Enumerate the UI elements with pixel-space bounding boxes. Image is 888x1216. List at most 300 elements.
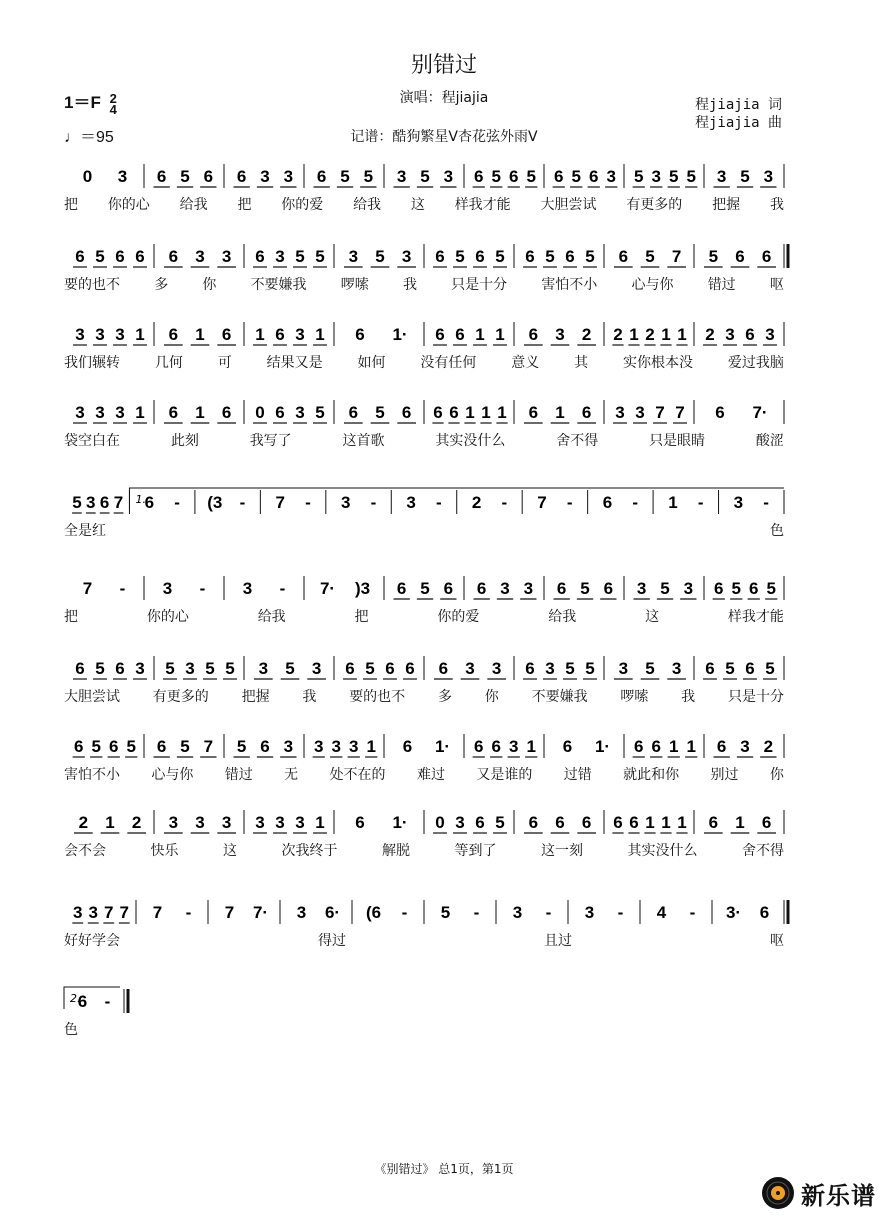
note: 6	[355, 813, 365, 832]
note: 7	[82, 579, 93, 598]
note: 1	[555, 403, 565, 422]
note: 3	[615, 403, 625, 422]
singer-credit: 演唱：程jiajia	[399, 90, 489, 106]
note: 3	[255, 813, 265, 832]
lyric-word: 你	[769, 767, 784, 783]
note: 6	[385, 659, 395, 678]
note: 5	[545, 247, 555, 266]
note-dash: -	[697, 493, 704, 512]
staff-line-9	[0, 806, 888, 886]
note: 6	[203, 167, 214, 186]
lyric-word: 多	[437, 689, 452, 705]
note: 6	[613, 813, 623, 832]
note: 3	[733, 493, 744, 512]
note: 7	[655, 403, 665, 422]
note: 1	[105, 813, 115, 832]
note-dash: -	[436, 493, 442, 512]
lyric-word: 这一刻	[541, 843, 583, 859]
page-footer: 《别错过》 总1页，第1页	[374, 1162, 514, 1176]
lyric-word: 只是眼睛	[649, 433, 706, 449]
note: 3	[296, 903, 307, 922]
staff-line-8	[0, 730, 888, 810]
lyric-word: 错过	[707, 277, 736, 293]
note: 6	[634, 737, 644, 756]
note: 6	[528, 325, 539, 344]
volta-number: 1.	[135, 493, 146, 506]
note: 5	[205, 659, 215, 678]
note: 3	[117, 167, 128, 186]
note: 6	[716, 737, 727, 756]
note: 1	[366, 737, 376, 756]
lyric-word: 过错	[563, 767, 592, 783]
note: 6	[405, 659, 415, 678]
note: 5	[295, 247, 305, 266]
lyric-word: 袋空白在	[64, 433, 120, 449]
note-dash: -	[501, 493, 508, 512]
note: 3	[401, 247, 412, 266]
note: 1·	[392, 325, 408, 344]
tempo-value: ＝95	[80, 129, 114, 146]
note: 3	[584, 903, 595, 922]
lyric-word: 你的心	[107, 197, 150, 213]
note: 5	[585, 659, 595, 678]
lyric-word: 把	[354, 609, 369, 625]
note: 3	[763, 167, 774, 186]
note: 2	[645, 325, 655, 344]
note: 2	[131, 813, 142, 832]
note: 6	[438, 659, 449, 678]
note: 1	[661, 813, 671, 832]
note: 4	[656, 903, 667, 922]
lyric-word: 意义	[511, 355, 540, 371]
note: 3	[606, 167, 616, 186]
lyric-word: 害怕不小	[64, 767, 120, 783]
note: 3	[340, 493, 351, 512]
lyrics-row	[64, 606, 784, 626]
note: 3	[349, 737, 359, 756]
note: 1	[735, 813, 745, 832]
lyric-word: 样我才能	[454, 197, 511, 213]
note: 6	[156, 737, 167, 756]
note: 6	[525, 659, 535, 678]
lyric-word: 如何	[357, 355, 386, 371]
note-dash: -	[279, 579, 286, 598]
note-dash: -	[566, 493, 573, 512]
lyric-word: 爱过我脑	[727, 355, 784, 371]
note: 6	[168, 325, 179, 344]
note: 5	[126, 737, 136, 756]
lyric-word: 把	[237, 197, 252, 213]
lyric-word: 得过	[318, 933, 346, 949]
note: 5	[708, 247, 719, 266]
note-dash: -	[617, 903, 624, 922]
note: 6	[475, 813, 485, 832]
note: 1	[677, 325, 687, 344]
note-dash: -	[119, 579, 126, 598]
note: 6	[75, 247, 85, 266]
composer-credit: 程jiajia 曲	[694, 115, 782, 131]
note: 1	[645, 813, 655, 832]
lyrics-row	[64, 840, 784, 860]
note: 6	[236, 167, 247, 186]
note: 3	[740, 737, 750, 756]
note-dash: -	[185, 903, 192, 922]
note: 6	[156, 167, 167, 186]
lyrics-row	[64, 930, 784, 950]
note: 1	[315, 813, 325, 832]
key-text: 1＝F	[64, 93, 101, 112]
lyric-word: 不要嫌我	[250, 277, 307, 293]
note: 3	[195, 813, 205, 832]
lyric-word: 多	[154, 277, 169, 293]
lyric-word: 有更多的	[626, 197, 683, 213]
note: 1·	[594, 737, 611, 756]
lyric-word: 心与你	[631, 277, 674, 293]
note: 6	[135, 247, 145, 266]
staff-line-1	[0, 160, 888, 240]
note: 5	[285, 659, 295, 678]
note: 5	[315, 247, 325, 266]
note: 1	[315, 325, 325, 344]
lyrics-row	[64, 430, 784, 450]
note: 3	[283, 737, 294, 756]
note: 6	[589, 167, 599, 186]
note: 3	[295, 403, 305, 422]
note-dash: -	[305, 493, 311, 512]
note: 5	[455, 247, 465, 266]
site-logo	[761, 1175, 876, 1211]
lyric-word: 大胆尝试	[540, 197, 597, 213]
note: 0	[82, 167, 93, 186]
note: 5	[725, 659, 735, 678]
note: 6	[144, 493, 155, 512]
staff-line-2	[0, 240, 888, 320]
logo-text: 新乐谱	[801, 1181, 876, 1210]
note: 3	[545, 659, 555, 678]
note: 7	[104, 903, 114, 922]
note: 3	[283, 167, 294, 186]
time-bottom: 4	[109, 101, 117, 117]
lyric-word: 好好学会	[64, 933, 120, 949]
note: 1	[135, 403, 145, 422]
lyric-word: 此刻	[170, 433, 199, 449]
scribe-credit: 记谱：酷狗繁星V杏花弦外雨V	[350, 129, 538, 145]
note: 5	[95, 659, 105, 678]
note: 6	[449, 403, 459, 422]
note: 3	[295, 813, 305, 832]
note: 5	[580, 579, 590, 598]
note: 6	[555, 813, 565, 832]
staff-line-6	[0, 572, 888, 652]
note: 5	[180, 737, 190, 756]
note-dash: -	[473, 903, 480, 922]
note: 3	[331, 737, 341, 756]
note: 3	[221, 813, 232, 832]
lyric-word: 只是十分	[727, 689, 784, 705]
lyric-word: 没有任何	[420, 355, 477, 371]
lyric-word: 这	[645, 609, 660, 625]
lyric-word: 呕	[769, 277, 784, 293]
note: 3	[455, 813, 465, 832]
lyric-word: 次我终于	[281, 843, 338, 859]
note: 6	[275, 325, 285, 344]
note: 6	[715, 403, 725, 422]
note: 3	[636, 579, 647, 598]
note: 1	[195, 325, 205, 344]
lyric-word: 处不在的	[329, 767, 386, 783]
note: 5	[91, 737, 101, 756]
note-dash: -	[689, 903, 696, 922]
note: 3	[75, 403, 85, 422]
note: 6	[629, 813, 639, 832]
lyric-word: 这首歌	[342, 433, 385, 449]
note: 3	[258, 659, 269, 678]
note: 7·	[752, 403, 768, 422]
note: 6	[75, 659, 85, 678]
note: 3	[162, 579, 173, 598]
note: 7	[675, 403, 685, 422]
note: 1	[495, 325, 505, 344]
note: 6	[745, 659, 755, 678]
note-dash: -	[239, 493, 246, 512]
note: 3	[185, 659, 195, 678]
note-dash: -	[199, 579, 206, 598]
note: 6	[581, 813, 592, 832]
page-title: 别错过	[410, 53, 477, 78]
lyric-word: 其	[574, 355, 589, 371]
note: 3	[88, 903, 98, 922]
note: 5	[72, 493, 82, 512]
note-dash: -	[632, 493, 639, 512]
note: 6	[168, 247, 179, 266]
lyric-word: 我	[302, 689, 317, 705]
note: 6	[99, 493, 110, 512]
staff-line-3	[0, 318, 888, 398]
note: 6	[221, 403, 232, 422]
lyric-word: 样我才能	[727, 609, 784, 625]
note: 5	[565, 659, 575, 678]
lyric-word: 给我	[548, 609, 577, 625]
lyric-word: 我	[769, 197, 784, 213]
lyric-word: 色	[64, 1022, 78, 1038]
lyric-word: 给我	[353, 197, 382, 213]
note: 1·	[392, 813, 408, 832]
note: 7	[275, 493, 285, 512]
note: 7·	[319, 579, 336, 598]
note-dash: -	[370, 493, 377, 512]
note: 6	[255, 247, 265, 266]
lyric-word: 无	[284, 767, 299, 783]
lyrics-row	[64, 686, 784, 706]
note: 1	[669, 737, 679, 756]
note: 6	[562, 737, 573, 756]
lyric-word: 把	[64, 197, 78, 213]
note: 6	[476, 579, 487, 598]
note: 7	[224, 903, 235, 922]
note: 6	[602, 493, 613, 512]
note: 6	[443, 579, 454, 598]
note: 5	[571, 167, 581, 186]
note: 3	[671, 659, 682, 678]
note: 5	[365, 659, 375, 678]
note: 3	[135, 659, 145, 678]
note: 3	[500, 579, 510, 598]
lyric-word: 会不会	[64, 843, 106, 859]
note: 5	[165, 659, 175, 678]
note: 7·	[252, 903, 269, 922]
lyric-word: 我写了	[249, 433, 292, 449]
lyric-word: 解脱	[382, 843, 410, 859]
note: 3	[396, 167, 407, 186]
note: 6	[745, 325, 755, 344]
note: 6	[355, 325, 365, 344]
lyric-word: 难过	[416, 767, 445, 783]
lyric-word: 实你根本没	[623, 355, 693, 371]
note: 3	[683, 579, 694, 598]
note: 6	[474, 167, 484, 186]
note: 5	[420, 167, 430, 186]
quarter-note-icon: ♩	[64, 129, 80, 146]
lyric-word: 要的也不	[64, 277, 120, 293]
note: 1	[195, 403, 205, 422]
lyric-word: 我们辗转	[64, 355, 120, 371]
lyric-word: 且过	[544, 933, 572, 949]
lyrics-row	[64, 764, 784, 784]
note: 1	[686, 737, 696, 756]
note: 3	[95, 325, 105, 344]
note: 3	[348, 247, 359, 266]
lyric-word: 就此和你	[623, 767, 680, 783]
note: 6	[115, 247, 125, 266]
note: 6	[705, 659, 715, 678]
lyric-word: 只是十分	[451, 277, 508, 293]
note: 6	[348, 403, 359, 422]
note: 6·	[324, 903, 341, 922]
note-dash: -	[545, 903, 552, 922]
lyric-word: 可	[217, 355, 232, 371]
note: 7	[113, 493, 124, 512]
note: 3	[635, 403, 645, 422]
note: 1	[629, 325, 639, 344]
note: 3	[465, 659, 475, 678]
lyric-word: 舍不得	[742, 843, 784, 859]
note: 2	[78, 813, 89, 832]
note-dash: -	[763, 493, 769, 512]
lyricist-credit: 程jiajia 词	[694, 97, 782, 113]
note: 5	[766, 579, 776, 598]
note: 3	[115, 403, 125, 422]
note: 5	[645, 247, 655, 266]
note: 3	[716, 167, 727, 186]
note: 6	[556, 579, 567, 598]
note: 5	[634, 167, 644, 186]
lyric-word: 等到了	[454, 843, 497, 859]
lyrics-row	[64, 194, 784, 214]
lyric-word: 把	[64, 609, 78, 625]
note: 5	[495, 247, 505, 266]
note: 1	[135, 325, 145, 344]
note-dash: -	[104, 992, 111, 1011]
lyric-word: 酸涩	[755, 433, 784, 449]
lyric-word: 其实没什么	[627, 843, 698, 859]
note: 5	[645, 659, 655, 678]
note: 6	[603, 579, 614, 598]
lyric-word: 把握	[241, 689, 270, 705]
note: 6	[455, 325, 465, 344]
note: 0	[255, 403, 265, 422]
note: 3	[406, 493, 416, 512]
note: 2	[471, 493, 482, 512]
note: 6	[491, 737, 501, 756]
note: 1	[255, 325, 265, 344]
staff-svg	[0, 985, 888, 1065]
note: 6	[221, 325, 232, 344]
note: 3	[75, 325, 85, 344]
lyric-word: 你	[202, 277, 217, 293]
note: 6	[115, 659, 125, 678]
staff-line-5	[0, 486, 888, 566]
note: 6	[761, 813, 772, 832]
lyric-word: 舍不得	[556, 433, 599, 449]
note: 6	[435, 247, 445, 266]
note: 5	[686, 167, 696, 186]
lyric-word: 快乐	[150, 843, 179, 859]
note: 6	[474, 737, 484, 756]
note: 2	[613, 325, 623, 344]
note: 1	[526, 737, 536, 756]
note: 6	[109, 737, 119, 756]
note: 6	[528, 403, 539, 422]
note: 1	[475, 325, 485, 344]
lyric-word: 要的也不	[349, 689, 406, 705]
note: 6	[749, 579, 759, 598]
lyric-word: 不要嫌我	[531, 689, 588, 705]
note: 7	[537, 493, 547, 512]
note: 3	[311, 659, 322, 678]
note: 3	[618, 659, 629, 678]
note: 3	[555, 325, 565, 344]
staff-line-4	[0, 396, 888, 476]
lyric-word: 心与你	[151, 767, 194, 783]
lyric-word: 结果又是	[266, 355, 323, 371]
lyrics-row	[64, 352, 784, 372]
note: 6	[168, 403, 179, 422]
record-disc-icon	[761, 1176, 795, 1210]
note: (6	[365, 903, 382, 922]
lyric-word: 其实没什么	[435, 433, 506, 449]
note: 2	[705, 325, 715, 344]
note: 5	[315, 403, 325, 422]
note: 6	[316, 167, 327, 186]
staff-line-10	[0, 896, 888, 976]
note: 3	[509, 737, 519, 756]
note: 3	[651, 167, 661, 186]
lyric-word: 呕	[770, 933, 784, 949]
note: 5	[731, 579, 741, 598]
note: 5	[340, 167, 350, 186]
lyric-word: 有更多的	[152, 689, 209, 705]
note: 6	[525, 247, 535, 266]
note: (3	[207, 493, 223, 512]
note: 1	[497, 403, 507, 422]
note: 7	[119, 903, 129, 922]
lyric-word: 色	[770, 523, 784, 539]
note: 5	[491, 167, 501, 186]
note: 5	[375, 247, 385, 266]
note: 1	[661, 325, 671, 344]
note: 3	[314, 737, 324, 756]
note: 3	[512, 903, 523, 922]
